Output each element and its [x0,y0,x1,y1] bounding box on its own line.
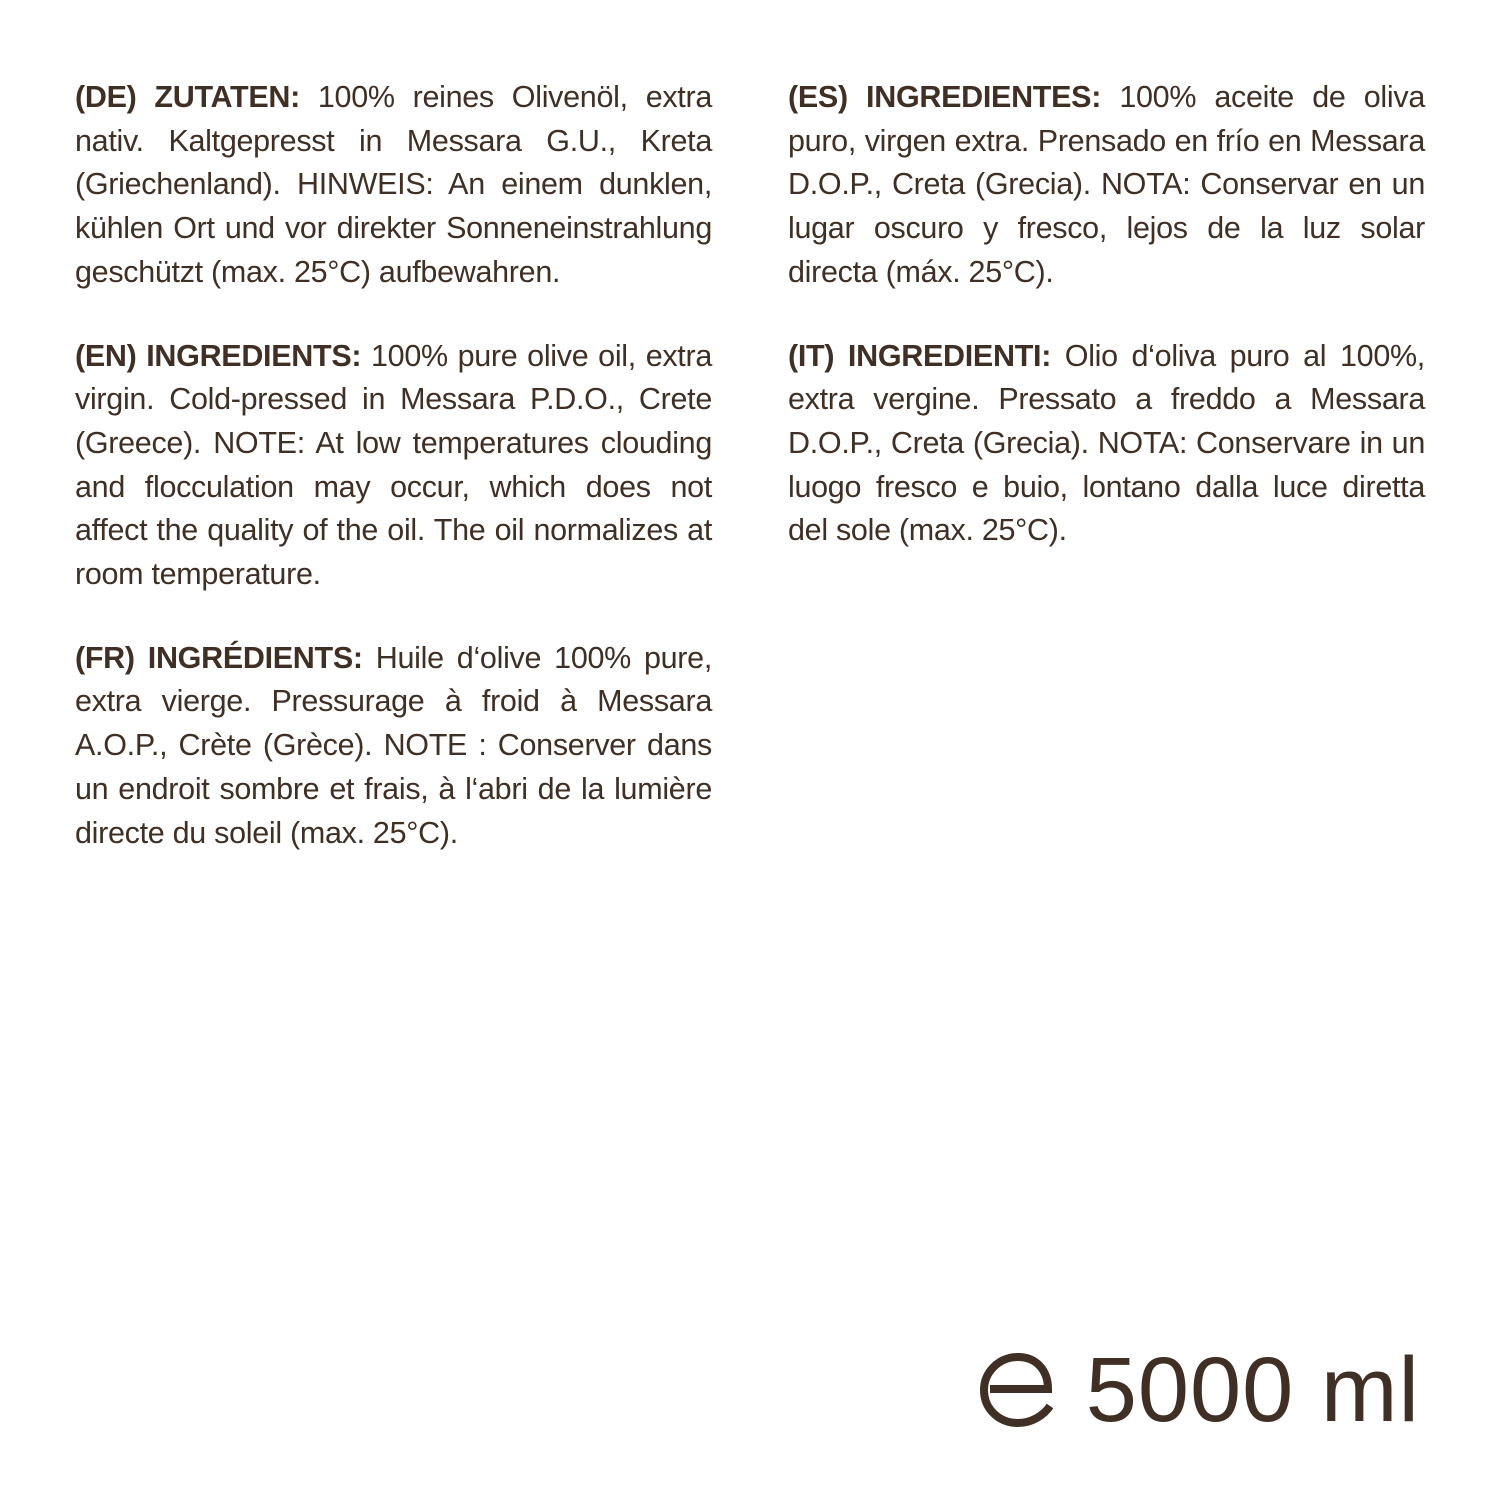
volume-label [978,1339,1420,1441]
ingredients-text-en: 100% pure olive oil, extra virgin. Cold-pressed in Messara P.D.O., Crete (Greece). NOTE: At low temperatures clouding and flocculation may occur, which does not affect the quality of the oil. The oil normalizes at room temperature. [75,338,713,592]
ingredients-block-it [788,335,1425,554]
ingredients-block-fr [75,637,712,856]
ingredients-text-es: 100% aceite de oliva puro, virgen extra. Prensado en frío en Messara D.O.P., Creta (Grecia). NOTA: Conservar en un lugar oscuro y fresco, lejos de la luz solar directa (máx. 25°C). [788,80,1425,289]
ingredients-heading-en: (EN) INGREDIENTS: [75,338,371,373]
ingredients-text-de: 100% reines Olivenöl, extra nativ. Kaltgepresst in Messara G.U., Kreta (Griechenland). HINWEIS: An einem dunklen, kühlen Ort und vor direkter Sonneneinstrahlung geschützt (max. 25°C) aufbewahren. [75,80,712,289]
left-column [75,76,712,895]
ingredients-heading-fr: (FR) INGRÉDIENTS: [75,640,376,675]
ingredients-block-de [75,76,712,295]
ingredients-block-es [788,76,1425,295]
ingredients-heading-it: (IT) INGREDIENTI: [788,338,1065,373]
ingredients-text-fr: Huile d‘olive 100% pure, extra vierge. Pressurage à froid à Messara A.O.P., Crète (Grèce). NOTE : Conserver dans un endroit sombre et frais, à l‘abri de la lumière directe du soleil (max. 25°C). [75,640,712,850]
right-column [788,76,1425,593]
ingredients-block-en [75,335,712,597]
ingredients-heading-es: (ES) INGREDIENTES: [788,80,1120,114]
ingredients-text-it: Olio d‘oliva puro al 100%, extra vergine. Pressato a freddo a Messara D.O.P., Creta (Grecia). NOTA: Conservare in un luogo fresco e buio, lontano dalla luce diretta del sole (max. 25°C). [788,338,1425,548]
estimated-sign-icon [978,1352,1058,1428]
volume-value: 5000 ml [1085,1339,1420,1441]
ingredients-heading-de: (DE) ZUTATEN: [75,80,318,114]
